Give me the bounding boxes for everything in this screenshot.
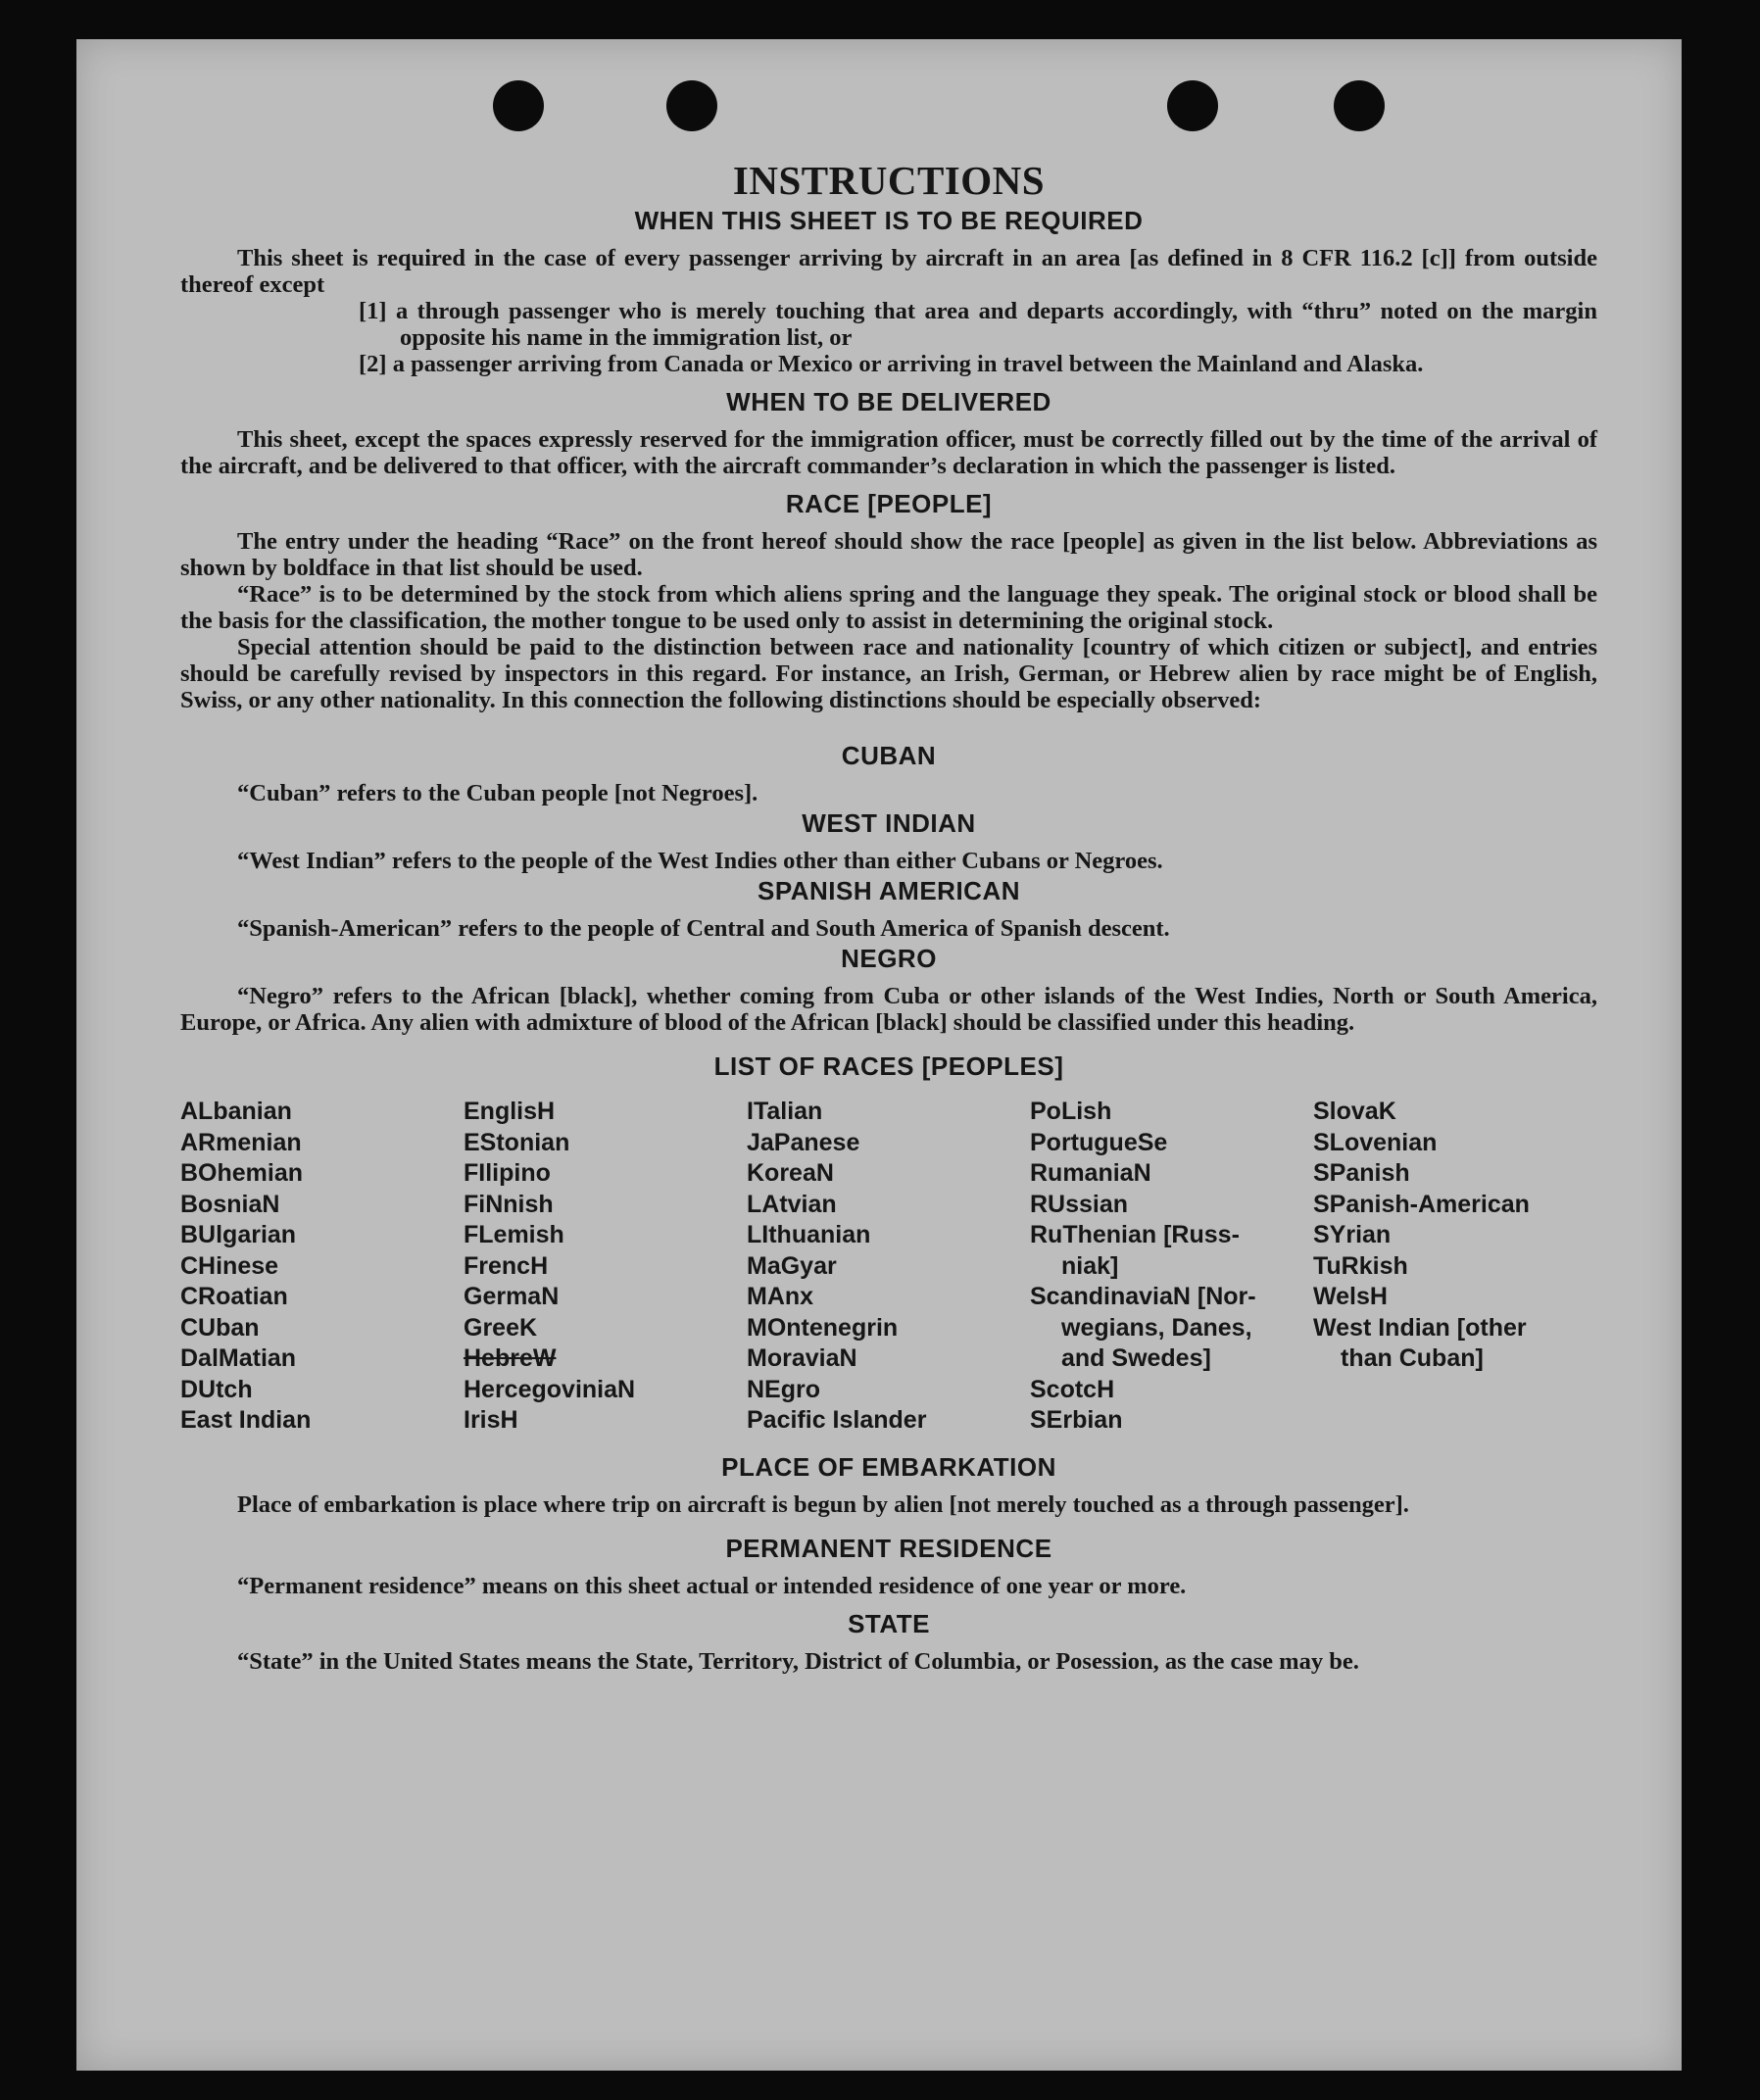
race-item: CUban [180,1313,260,1342]
section-heading-state: STATE [848,1608,930,1638]
state-text: “State” in the United States means the State, Territory, District of Columbia, or Posession, as the case may be. [237,1647,1359,1675]
race-item: RumaniaN [1030,1159,1151,1187]
required-item-2: [2] a passenger arriving from Canada or Mexico or arriving in travel between the Mainland and Alaska. [359,351,1424,377]
race-item: FiNnish [464,1190,554,1218]
race-column-2 [464,1097,747,1437]
race-item: East Indian [180,1406,312,1434]
negro-text: “Negro” refers to the African [black], whether coming from Cuba or other islands of the West Indies, North or South America, Europe, or Africa. Any alien with admixture of blood of the African [black] should be classified under this heading. [180,983,1597,1036]
race-item: JaPanese [747,1128,860,1156]
race-item: BOhemian [180,1159,304,1187]
race-item: West Indian [other [1313,1313,1527,1342]
race-item: SPanish-American [1313,1190,1530,1218]
residence-text: “Permanent residence” means on this sheet actual or intended residence of one year or more. [237,1572,1187,1599]
race-paragraph-1: The entry under the heading “Race” on the front hereof should show the race [people] as given in the list below. Abbreviations as shown by boldface in that list should be used. [180,528,1597,581]
cuban-text: “Cuban” refers to the Cuban people [not Negroes]. [237,780,758,806]
punch-hole [666,80,717,131]
section-heading-cuban: CUBAN [841,741,937,770]
race-column-1 [180,1097,464,1437]
required-intro: This sheet is required in the case of every passenger arriving by aircraft in an area [as defined in 8 CFR 116.2 [c]] from outside thereof except [180,245,1597,298]
race-item-continued: wegians, Danes, [1061,1313,1252,1342]
race-column-5 [1313,1097,1596,1437]
spanish-american-text: “Spanish-American” refers to the people of Central and South America of Spanish descent. [237,915,1170,942]
race-item: SlovaK [1313,1098,1396,1125]
race-item-continued: and Swedes] [1061,1344,1211,1372]
race-item: PortugueSe [1030,1128,1168,1156]
race-item: ScotcH [1030,1375,1115,1403]
race-item: FrencH [464,1251,549,1280]
punch-hole [1334,80,1385,131]
section-heading-negro: NEGRO [841,944,937,973]
race-item: EnglisH [464,1098,556,1125]
race-item: LAtvian [747,1190,837,1218]
race-column-3 [747,1097,1030,1437]
race-item: Pacific Islander [747,1406,927,1434]
race-item: HercegoviniaN [464,1375,636,1403]
race-item: RUssian [1030,1190,1129,1218]
race-item: BUlgarian [180,1221,297,1248]
race-item: WelsH [1313,1283,1388,1310]
race-item: NEgro [747,1375,820,1403]
race-item-continued: than Cuban] [1341,1344,1484,1372]
race-item: MoraviaN [747,1344,857,1372]
race-paragraph-2: “Race” is to be determined by the stock from which aliens spring and the language they speak. The original stock or blood shall be the basis for the classification, the mother tongue to be used only to assist in determining the original stock. [180,581,1597,634]
race-item: ARmenian [180,1128,302,1156]
race-item: PoLish [1030,1098,1112,1125]
required-item-1: [1] a through passenger who is merely touching that area and departs accordingly, with “thru” noted on the margin opposite his name in the immigration list, or [359,298,1597,351]
race-item: SYrian [1313,1221,1392,1248]
embarkation-text: Place of embarkation is place where trip on aircraft is begun by alien [not merely touched as a through passenger]. [237,1490,1409,1518]
race-paragraph-3: Special attention should be paid to the distinction between race and nationality [country of which citizen or subject], and entries should be carefully revised by inspectors in this regard. For instance, an Irish, German, or Hebrew alien by race might be of English, Swiss, or any other nationality. In this connection the following distinctions should be especially observed: [180,634,1597,713]
race-item: ITalian [747,1098,823,1125]
race-item: FIlipino [464,1159,551,1187]
race-item: GermaN [464,1283,560,1310]
instructions-content [180,157,1597,1675]
delivered-text: This sheet, except the spaces expressly reserved for the immigration officer, must be correctly filled out by the time of the arrival of the aircraft, and be delivered to that officer, with the aircraft commander’s declaration in which the passenger is listed. [180,426,1597,479]
race-item: SPanish [1313,1159,1410,1187]
race-item: GreeK [464,1313,538,1342]
race-item: CRoatian [180,1283,288,1310]
race-item: SLovenian [1313,1128,1438,1156]
punch-hole [493,80,544,131]
race-item: FLemish [464,1221,564,1248]
race-item: SErbian [1030,1406,1123,1434]
section-heading-list-of-races: LIST OF RACES [PEOPLES] [713,1051,1064,1081]
race-item: EStonian [464,1128,570,1156]
section-heading-embarkation: PLACE OF EMBARKATION [721,1451,1056,1482]
race-item: DalMatian [180,1344,297,1372]
race-item: MAnx [747,1283,814,1310]
race-item: IrisH [464,1406,518,1434]
section-heading-race: RACE [PEOPLE] [785,489,993,518]
page-title: INSTRUCTIONS [732,158,1046,203]
race-item: ALbanian [180,1098,292,1125]
race-item: KoreaN [747,1159,834,1187]
section-heading-delivered: WHEN TO BE DELIVERED [726,387,1051,416]
race-item: BosniaN [180,1190,280,1218]
race-item: ScandinaviaN [Nor- [1030,1283,1256,1310]
race-item: MOntenegrin [747,1313,899,1342]
section-heading-west-indian: WEST INDIAN [802,808,976,838]
race-item: CHinese [180,1251,279,1280]
race-item: RuThenian [Russ- [1030,1221,1240,1248]
punch-hole [1167,80,1218,131]
race-item: MaGyar [747,1251,837,1280]
west-indian-text: “West Indian” refers to the people of the West Indies other than either Cubans or Negroes. [237,848,1163,874]
race-item: TuRkish [1313,1251,1408,1280]
race-list [180,1097,1597,1437]
section-heading-spanish-american: SPANISH AMERICAN [757,876,1020,905]
race-item-struck: HebreW [464,1344,557,1372]
race-item: DUtch [180,1375,253,1403]
section-heading-required: WHEN THIS SHEET IS TO BE REQUIRED [634,206,1144,235]
section-heading-residence: PERMANENT RESIDENCE [725,1533,1052,1563]
race-column-4 [1030,1097,1313,1437]
race-item-continued: niak] [1061,1251,1119,1280]
race-item: LIthuanian [747,1221,871,1248]
